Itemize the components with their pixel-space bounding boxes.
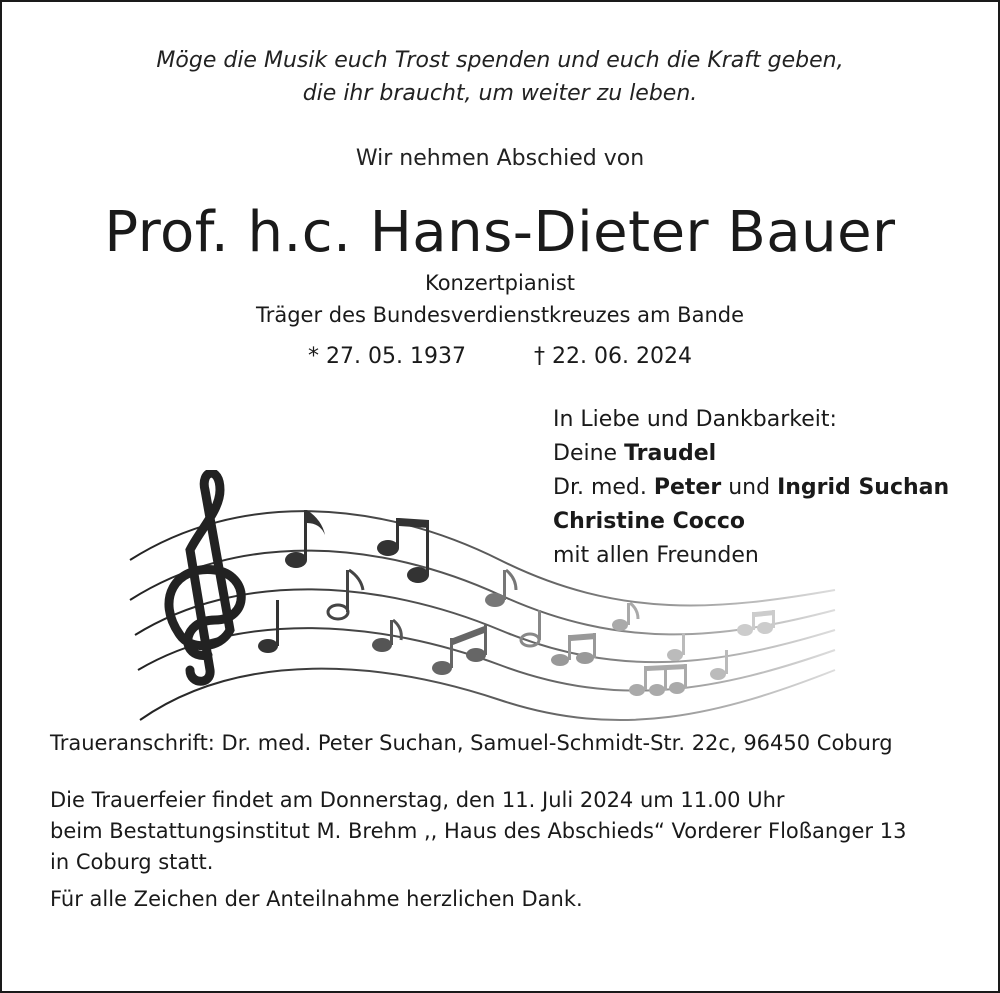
funeral-line-3: in Coburg statt. [50, 850, 214, 874]
mourner-name: Peter [653, 475, 722, 500]
funeral-line-1: Die Trauerfeier findet am Donnerstag, den 11. Juli 2024 um 11.00 Uhr [50, 788, 785, 812]
motto-line-2: die ihr braucht, um weiter zu leben. [302, 81, 698, 106]
funeral-details [50, 785, 906, 878]
mourners-intro: In Liebe und Dankbarkeit: [553, 407, 837, 432]
death-date: † 22. 06. 2024 [534, 344, 692, 369]
mourner-name: Ingrid Suchan [777, 475, 950, 500]
motto-line-1: Möge die Musik euch Trost spenden und euch die Kraft geben, [156, 48, 844, 73]
mourner-name: Christine Cocco [553, 509, 746, 534]
thanks-text: Für alle Zeichen der Anteilnahme herzlichen Dank. [50, 887, 583, 911]
mourner-name: Traudel [624, 441, 717, 466]
deceased-honor: Träger des Bundesverdienstkreuzes am Bande [255, 303, 745, 327]
mourner-conjunction: und [721, 475, 778, 500]
mourners-friends: mit allen Freunden [553, 543, 759, 568]
life-dates [0, 344, 1000, 369]
mourner-traudel [553, 437, 949, 471]
deceased-name: Prof. h.c. Hans-Dieter Bauer [104, 200, 896, 265]
mourning-address: Traueranschrift: Dr. med. Peter Suchan, Samuel-Schmidt-Str. 22c, 96450 Coburg [50, 731, 893, 755]
motto [0, 44, 1000, 110]
funeral-line-2: beim Bestattungsinstitut M. Brehm ,, Haus des Abschieds“ Vorderer Floßanger 13 [50, 819, 907, 843]
music-staff-illustration [120, 470, 840, 730]
deceased-profession: Konzertpianist [424, 271, 576, 295]
mourner-prefix: Deine [553, 441, 625, 466]
intro-text: Wir nehmen Abschied von [355, 146, 645, 171]
mourner-prefix: Dr. med. [553, 475, 654, 500]
birth-date: * 27. 05. 1937 [308, 344, 466, 369]
